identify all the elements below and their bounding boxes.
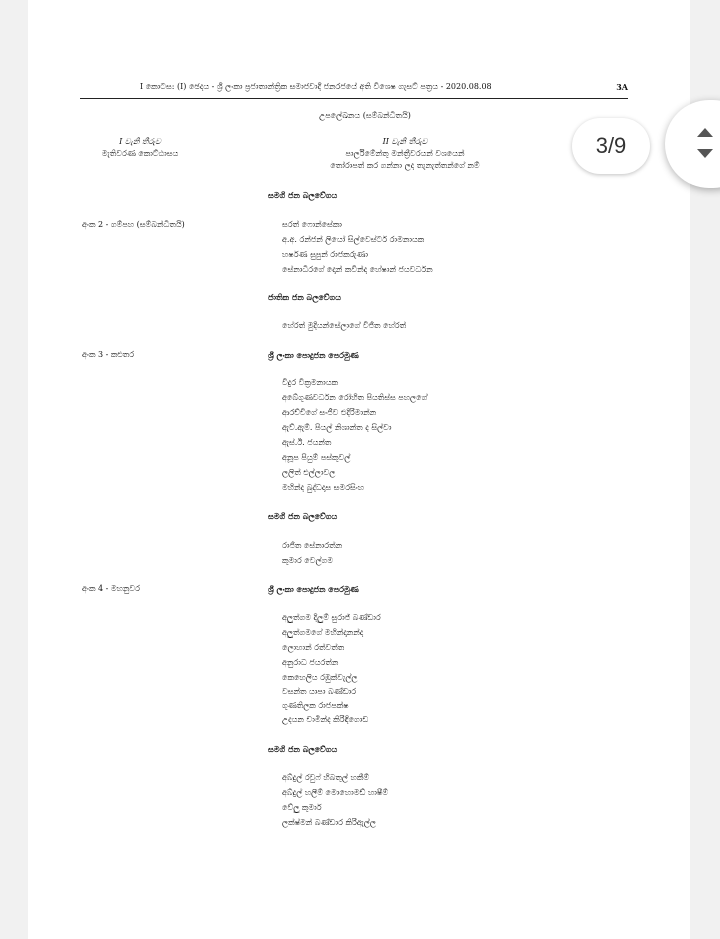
member-name: ගුණතිලක රාජපක්ෂ xyxy=(282,701,349,710)
member-name: උදයන චාමින්ද කිරිඳිගොඩ xyxy=(282,715,369,724)
member-name: ලක්ෂ්මන් බණ්ඩාර කිරිඇල්ල xyxy=(282,818,376,827)
member-name: අනූප පියුම් පස්කුවල් xyxy=(282,453,351,462)
col1-title: I වැනි තීරුව xyxy=(119,137,161,146)
member-name: අබේගුණවර්ධන රෝහිත පියතිස්ස පහලගේ xyxy=(282,393,428,402)
col2-line2: තෝරාපත් කර ගන්නා ලද තැනැත්තන්ගේ නම් xyxy=(330,161,480,170)
member-name: අනුරාධ ජයරත්න xyxy=(282,658,339,667)
member-name: අබ්දුල් රවුෆ් හිබතුල් හකීම් xyxy=(282,773,370,782)
member-name: අලුත්ගම දිලුම් සුරාජ් බණ්ඩාර xyxy=(282,613,381,622)
header-rule xyxy=(80,98,628,99)
member-name: අ.අ. රන්ජන් ලියෝ සිල්වෙස්ටර් රාමනායක xyxy=(282,235,425,244)
district-heading: අංක 2 - ගම්පහ (සම්බන්ධිතයි) xyxy=(82,220,185,229)
member-name: හේරත් මුදියන්සේලාගේ විජිත හේරත් xyxy=(282,321,407,330)
member-name: සරත් ෆොන්සේකා xyxy=(282,220,342,229)
chevron-down-icon[interactable] xyxy=(697,149,713,158)
chevron-up-icon[interactable] xyxy=(697,128,713,137)
party-heading: ශ්‍රී ලංකා පොදුජන පෙරමුණ xyxy=(268,350,359,360)
member-name: ලොහාන් රත්වත්ත xyxy=(282,643,345,652)
member-name: කුමාර වෙල්ගම xyxy=(282,556,334,565)
member-name: ඇස්.ඊ. ජයන්ත xyxy=(282,438,332,447)
col1-subtitle: මැතිවරණ කොට්ඨාසය xyxy=(101,149,179,158)
member-name: රාජිත සේනාරත්න xyxy=(282,541,343,550)
member-name: අබ්දුල් හලීම් මොහොමඩ් හාෂීම් xyxy=(282,788,389,797)
member-name: අලුත්ගමගේ මහින්දානන්ද xyxy=(282,628,364,637)
member-name: විදුර වික්‍රමනායක xyxy=(282,378,339,387)
member-name: ඇව්.ඇම්. පියල් නිශාන්ත ද සිල්වා xyxy=(282,423,392,432)
member-name: වසන්ත යාපා බණ්ඩාර xyxy=(282,687,357,696)
page-number: 3A xyxy=(616,82,628,92)
party-heading: සමගි ජන බලවේගය xyxy=(268,190,338,200)
member-name: ලලිත් එල්ලාවල xyxy=(282,468,336,477)
member-name: මහින්ද බුද්ධදාස සමරසිංහ xyxy=(282,483,365,492)
member-name: වේලු කුමාර් xyxy=(282,803,322,812)
page-indicator-label: 3/9 xyxy=(595,133,627,158)
member-name: සේනාධීරගේ දොන් කවින්ද හේෂාන් ජයවර්ධන xyxy=(282,265,433,274)
party-heading: සමගි ජන බලවේගය xyxy=(268,744,338,754)
col2-line1: පාර්ලිමේන්තු මන්ත්‍රීවරයන් වශයෙන් xyxy=(345,149,465,158)
member-name: කෙහෙලිය රඹුක්වැල්ල xyxy=(282,673,358,682)
member-name: ආරච්චිගේ සංජීව එදිරිමාන්න xyxy=(282,408,377,417)
party-heading: ජාතික ජන බලවේගය xyxy=(268,292,342,302)
annex-title: උපලේඛනය (සම්බන්ධිතයි) xyxy=(319,111,411,120)
member-name: හර්ෂණ සුපුන් රාජකරුණා xyxy=(282,250,368,259)
col2-title: II වැනි තීරුව xyxy=(382,137,428,146)
header-title: I කොටස: (I) ඡෙදය - ශ්‍රී ලංකා ප්‍රජාතාන්ත්‍රික සමාජවාදී ජනරජයේ අති විශෙෂ ගැසට් පත්‍රය - 2020.08.08 xyxy=(140,82,492,91)
page-indicator xyxy=(572,118,650,174)
district-heading: අංක 3 - කළුතර xyxy=(82,350,135,359)
district-heading: අංක 4 - මහනුවර xyxy=(82,584,141,593)
party-heading: සමගි ජන බලවේගය xyxy=(268,511,338,521)
party-heading: ශ්‍රී ලංකා පොදුජන පෙරමුණ xyxy=(268,584,359,594)
